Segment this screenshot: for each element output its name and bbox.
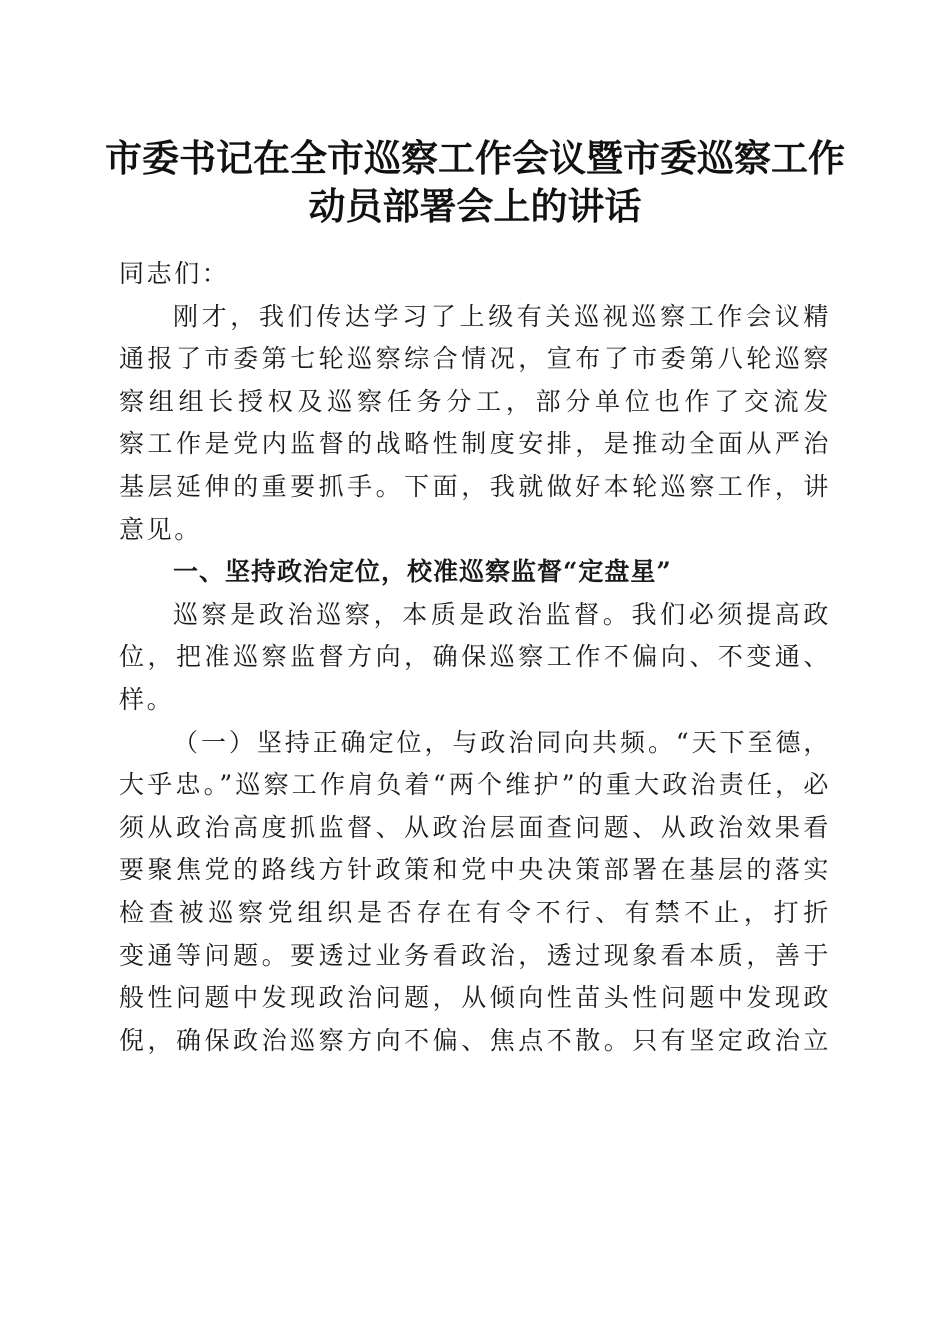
paragraph-line: 察组组长授权及巡察任务分工，部分单位也作了交流发 <box>119 386 831 416</box>
paragraph-line: 般性问题中发现政治问题，从倾向性苗头性问题中发现政 <box>119 983 831 1013</box>
paragraph-line: （一）坚持正确定位，与政治同向共频。“天下至德， <box>173 727 831 757</box>
paragraph-political-inspection <box>119 594 831 722</box>
title-line-1: 市委书记在全市巡察工作会议暨市委巡察工作 <box>105 136 845 180</box>
paragraph-line: 要聚焦党的路线方针政策和党中央决策部署在基层的落实 <box>119 855 831 885</box>
salutation: 同志们： <box>119 259 230 288</box>
paragraph-line: 须从政治高度抓监督、从政治层面查问题、从政治效果看 <box>119 812 831 842</box>
paragraph-correct-positioning <box>119 722 831 1063</box>
paragraph-line: 检查被巡察党组织是否存在有令不行、有禁不止，打折 <box>119 897 831 927</box>
paragraph-line: 通报了市委第七轮巡察综合情况，宣布了市委第八轮巡察 <box>119 344 831 374</box>
paragraph-line: 基层延伸的重要抓手。下面，我就做好本轮巡察工作，讲 <box>119 471 831 501</box>
document-body <box>119 253 831 1062</box>
paragraph-line: 巡察是政治巡察，本质是政治监督。我们必须提高政 <box>173 599 831 629</box>
paragraph-line: 位，把准巡察监督方向，确保巡察工作不偏向、不变通、 <box>119 642 831 672</box>
paragraph-line: 样。 <box>119 684 175 714</box>
paragraph-line: 意见。 <box>119 514 202 544</box>
paragraph-opening <box>119 296 831 552</box>
section-heading: 一、坚持政治定位，校准巡察监督“定盘星” <box>173 557 672 587</box>
paragraph-line: 大乎忠。”巡察工作肩负着“两个维护”的重大政治责任，必 <box>119 770 831 800</box>
title-line-2: 动员部署会上的讲话 <box>308 184 642 228</box>
paragraph-line: 刚才，我们传达学习了上级有关巡视巡察工作会议精 <box>173 301 831 331</box>
document-title <box>100 134 850 230</box>
paragraph-line: 倪，确保政治巡察方向不偏、焦点不散。只有坚定政治立 <box>119 1025 831 1055</box>
paragraph-line: 变通等问题。要透过业务看政治，透过现象看本质，善于 <box>119 940 831 970</box>
paragraph-line: 察工作是党内监督的战略性制度安排，是推动全面从严治 <box>119 429 831 459</box>
